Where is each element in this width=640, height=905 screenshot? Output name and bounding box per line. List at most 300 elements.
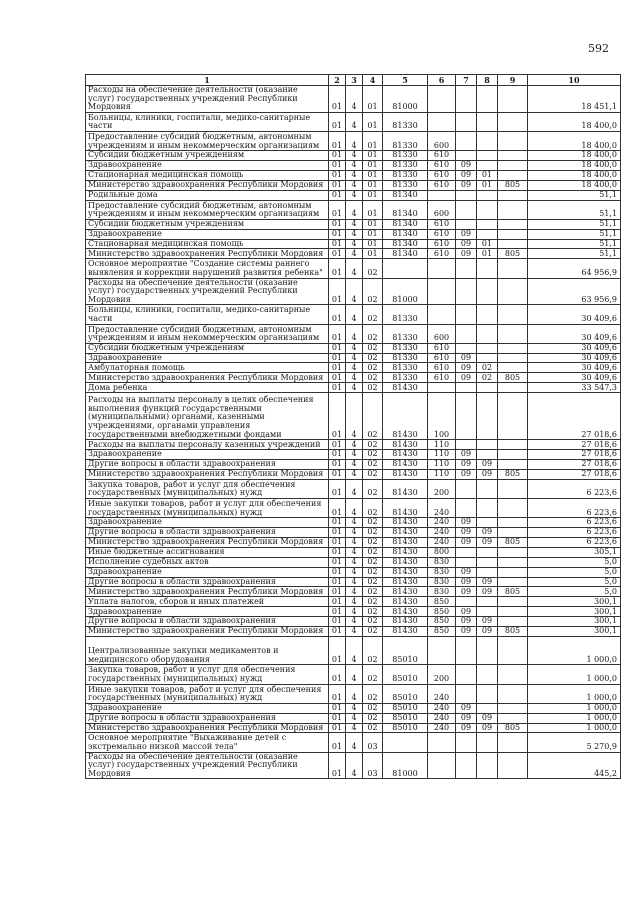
table-row bbox=[86, 547, 621, 557]
row-name-cell: Министерство здравоохранения Республики Мордовия bbox=[86, 469, 329, 479]
code-cell: 4 bbox=[346, 343, 363, 353]
code-cell: 81430 bbox=[383, 393, 428, 440]
code-cell: 01 bbox=[329, 259, 346, 278]
code-cell: 81430 bbox=[383, 577, 428, 587]
amount-cell: 27 018,6 bbox=[528, 440, 621, 450]
amount-cell: 63 956,9 bbox=[528, 278, 621, 305]
code-cell bbox=[477, 393, 498, 440]
code-cell: 4 bbox=[346, 180, 363, 190]
code-cell bbox=[477, 733, 498, 752]
code-cell: 01 bbox=[329, 353, 346, 363]
code-cell: 805 bbox=[498, 537, 528, 547]
code-cell bbox=[456, 86, 477, 113]
code-cell: 02 bbox=[477, 363, 498, 373]
row-name-cell: Министерство здравоохранения Республики Мордовия bbox=[86, 537, 329, 547]
code-cell bbox=[456, 278, 477, 305]
code-cell bbox=[498, 460, 528, 470]
table-row bbox=[86, 577, 621, 587]
code-cell: 02 bbox=[363, 607, 383, 617]
code-cell bbox=[498, 383, 528, 393]
code-cell: 09 bbox=[477, 460, 498, 470]
table-row bbox=[86, 343, 621, 353]
code-cell bbox=[498, 229, 528, 239]
code-cell: 4 bbox=[346, 112, 363, 131]
row-name-cell: Здравоохранение bbox=[86, 353, 329, 363]
code-cell bbox=[456, 665, 477, 684]
table-row bbox=[86, 617, 621, 627]
row-name-cell: Субсидии бюджетным учреждениям bbox=[86, 151, 329, 161]
code-cell: 830 bbox=[428, 557, 456, 567]
code-cell: 81330 bbox=[383, 180, 428, 190]
amount-cell: 18 400,0 bbox=[528, 112, 621, 131]
row-name-cell: Иные закупки товаров, работ и услуг для обеспечения государственных (муниципальных) нужд bbox=[86, 684, 329, 703]
code-cell: 81330 bbox=[383, 343, 428, 353]
table-row bbox=[86, 373, 621, 383]
code-cell bbox=[477, 229, 498, 239]
code-cell: 600 bbox=[428, 131, 456, 150]
code-cell bbox=[477, 86, 498, 113]
code-cell: 4 bbox=[346, 703, 363, 713]
row-name-cell: Иные бюджетные ассигнования bbox=[86, 547, 329, 557]
code-cell: 01 bbox=[363, 86, 383, 113]
row-name-cell: Стационарная медицинская помощь bbox=[86, 170, 329, 180]
amount-cell: 5,0 bbox=[528, 587, 621, 597]
amount-cell: 51,1 bbox=[528, 190, 621, 200]
code-cell bbox=[428, 190, 456, 200]
code-cell: 4 bbox=[346, 518, 363, 528]
table-row bbox=[86, 626, 621, 636]
code-cell: 01 bbox=[329, 518, 346, 528]
code-cell: 4 bbox=[346, 305, 363, 324]
code-cell: 4 bbox=[346, 278, 363, 305]
row-name-cell: Министерство здравоохранения Республики Мордовия bbox=[86, 587, 329, 597]
row-name-cell: Расходы на выплаты персоналу в целях обеспечения выполнения функций государственными (муниципальными) органами, казенными учреждениями, органами управления государственными внебюджетными фондами bbox=[86, 393, 329, 440]
amount-cell: 5 270,9 bbox=[528, 733, 621, 752]
code-cell: 09 bbox=[456, 161, 477, 171]
code-cell: 110 bbox=[428, 450, 456, 460]
amount-cell: 18 451,1 bbox=[528, 86, 621, 113]
code-cell: 4 bbox=[346, 239, 363, 249]
code-cell: 4 bbox=[346, 597, 363, 607]
code-cell: 81430 bbox=[383, 626, 428, 636]
amount-cell: 6 223,6 bbox=[528, 518, 621, 528]
code-cell: 01 bbox=[329, 219, 346, 229]
code-cell bbox=[477, 353, 498, 363]
code-cell: 09 bbox=[456, 626, 477, 636]
code-cell: 09 bbox=[477, 617, 498, 627]
code-cell: 81430 bbox=[383, 597, 428, 607]
code-cell bbox=[498, 617, 528, 627]
column-header: 6 bbox=[428, 75, 456, 86]
row-name-cell: Здравоохранение bbox=[86, 518, 329, 528]
code-cell: 4 bbox=[346, 567, 363, 577]
code-cell: 02 bbox=[363, 665, 383, 684]
code-cell: 02 bbox=[363, 324, 383, 343]
row-name-cell: Министерство здравоохранения Республики Мордовия bbox=[86, 626, 329, 636]
amount-cell: 33 547,3 bbox=[528, 383, 621, 393]
code-cell: 01 bbox=[329, 636, 346, 665]
code-cell bbox=[428, 259, 456, 278]
code-cell: 81340 bbox=[383, 249, 428, 259]
code-cell: 09 bbox=[456, 170, 477, 180]
code-cell: 09 bbox=[456, 577, 477, 587]
code-cell bbox=[456, 752, 477, 779]
code-cell: 200 bbox=[428, 665, 456, 684]
code-cell: 09 bbox=[477, 626, 498, 636]
table-row bbox=[86, 151, 621, 161]
code-cell bbox=[456, 219, 477, 229]
table-row bbox=[86, 587, 621, 597]
code-cell: 02 bbox=[477, 373, 498, 383]
code-cell bbox=[477, 665, 498, 684]
code-cell: 02 bbox=[363, 528, 383, 538]
code-cell bbox=[498, 190, 528, 200]
code-cell: 240 bbox=[428, 499, 456, 518]
code-cell: 4 bbox=[346, 259, 363, 278]
row-name-cell: Министерство здравоохранения Республики Мордовия bbox=[86, 180, 329, 190]
code-cell: 01 bbox=[329, 440, 346, 450]
table-header-row bbox=[86, 75, 621, 86]
code-cell bbox=[477, 518, 498, 528]
code-cell: 4 bbox=[346, 469, 363, 479]
code-cell bbox=[477, 450, 498, 460]
table-row bbox=[86, 305, 621, 324]
row-name-cell: Другие вопросы в области здравоохранения bbox=[86, 713, 329, 723]
column-header: 10 bbox=[528, 75, 621, 86]
code-cell: 4 bbox=[346, 665, 363, 684]
table-row bbox=[86, 393, 621, 440]
code-cell: 81340 bbox=[383, 200, 428, 219]
code-cell: 4 bbox=[346, 636, 363, 665]
row-name-cell: Другие вопросы в области здравоохранения bbox=[86, 460, 329, 470]
code-cell bbox=[498, 733, 528, 752]
code-cell: 81330 bbox=[383, 373, 428, 383]
code-cell bbox=[477, 383, 498, 393]
row-name-cell: Субсидии бюджетным учреждениям bbox=[86, 343, 329, 353]
amount-cell: 18 400,0 bbox=[528, 180, 621, 190]
code-cell bbox=[477, 440, 498, 450]
amount-cell: 30 409,6 bbox=[528, 324, 621, 343]
code-cell: 4 bbox=[346, 363, 363, 373]
code-cell: 4 bbox=[346, 547, 363, 557]
table-row bbox=[86, 665, 621, 684]
row-name-cell: Расходы на выплаты персоналу казенных учреждений bbox=[86, 440, 329, 450]
table-row bbox=[86, 518, 621, 528]
code-cell bbox=[498, 363, 528, 373]
amount-cell: 27 018,6 bbox=[528, 450, 621, 460]
code-cell: 850 bbox=[428, 607, 456, 617]
code-cell: 01 bbox=[363, 249, 383, 259]
code-cell: 4 bbox=[346, 383, 363, 393]
code-cell: 81330 bbox=[383, 363, 428, 373]
code-cell: 09 bbox=[456, 703, 477, 713]
code-cell: 81000 bbox=[383, 86, 428, 113]
table-row bbox=[86, 112, 621, 131]
code-cell: 02 bbox=[363, 259, 383, 278]
code-cell bbox=[456, 112, 477, 131]
row-name-cell: Предоставление субсидий бюджетным, автономным учреждениям и иным некоммерческим организациям bbox=[86, 324, 329, 343]
amount-cell: 300,1 bbox=[528, 607, 621, 617]
amount-cell: 30 409,6 bbox=[528, 343, 621, 353]
code-cell: 09 bbox=[477, 528, 498, 538]
code-cell: 09 bbox=[456, 450, 477, 460]
code-cell: 4 bbox=[346, 713, 363, 723]
table-row bbox=[86, 684, 621, 703]
code-cell bbox=[456, 383, 477, 393]
code-cell: 600 bbox=[428, 200, 456, 219]
code-cell: 02 bbox=[363, 557, 383, 567]
table-row bbox=[86, 249, 621, 259]
code-cell bbox=[477, 219, 498, 229]
code-cell: 02 bbox=[363, 383, 383, 393]
code-cell: 01 bbox=[329, 383, 346, 393]
code-cell: 01 bbox=[329, 528, 346, 538]
code-cell: 01 bbox=[329, 703, 346, 713]
code-cell: 81430 bbox=[383, 567, 428, 577]
code-cell bbox=[498, 393, 528, 440]
code-cell: 610 bbox=[428, 363, 456, 373]
code-cell: 01 bbox=[329, 499, 346, 518]
code-cell: 09 bbox=[477, 587, 498, 597]
code-cell: 4 bbox=[346, 577, 363, 587]
code-cell: 02 bbox=[363, 636, 383, 665]
code-cell bbox=[498, 131, 528, 150]
code-cell bbox=[477, 684, 498, 703]
code-cell bbox=[456, 733, 477, 752]
table-body bbox=[86, 86, 621, 779]
amount-cell: 445,2 bbox=[528, 752, 621, 779]
row-name-cell: Здравоохранение bbox=[86, 703, 329, 713]
code-cell: 4 bbox=[346, 170, 363, 180]
code-cell: 81000 bbox=[383, 278, 428, 305]
code-cell: 4 bbox=[346, 733, 363, 752]
code-cell: 81330 bbox=[383, 353, 428, 363]
code-cell bbox=[477, 161, 498, 171]
code-cell: 01 bbox=[329, 305, 346, 324]
column-header: 4 bbox=[363, 75, 383, 86]
row-name-cell: Иные закупки товаров, работ и услуг для обеспечения государственных (муниципальных) нужд bbox=[86, 499, 329, 518]
code-cell: 02 bbox=[363, 469, 383, 479]
code-cell: 81430 bbox=[383, 450, 428, 460]
code-cell: 01 bbox=[477, 170, 498, 180]
code-cell bbox=[456, 636, 477, 665]
code-cell: 85010 bbox=[383, 723, 428, 733]
amount-cell: 6 223,6 bbox=[528, 499, 621, 518]
amount-cell: 51,1 bbox=[528, 219, 621, 229]
code-cell: 81340 bbox=[383, 219, 428, 229]
code-cell bbox=[498, 547, 528, 557]
row-name-cell: Предоставление субсидий бюджетным, автономным учреждениям и иным некоммерческим организациям bbox=[86, 200, 329, 219]
amount-cell: 1 000,0 bbox=[528, 723, 621, 733]
code-cell bbox=[477, 752, 498, 779]
code-cell: 81430 bbox=[383, 383, 428, 393]
code-cell: 4 bbox=[346, 460, 363, 470]
code-cell: 4 bbox=[346, 353, 363, 363]
code-cell: 02 bbox=[363, 373, 383, 383]
code-cell bbox=[498, 636, 528, 665]
code-cell: 850 bbox=[428, 617, 456, 627]
code-cell: 830 bbox=[428, 587, 456, 597]
code-cell bbox=[383, 733, 428, 752]
code-cell bbox=[498, 219, 528, 229]
amount-cell: 305,1 bbox=[528, 547, 621, 557]
code-cell: 81430 bbox=[383, 528, 428, 538]
code-cell: 81430 bbox=[383, 518, 428, 528]
column-header: 5 bbox=[383, 75, 428, 86]
row-name-cell: Министерство здравоохранения Республики Мордовия bbox=[86, 249, 329, 259]
amount-cell: 27 018,6 bbox=[528, 469, 621, 479]
code-cell: 01 bbox=[477, 180, 498, 190]
code-cell bbox=[456, 190, 477, 200]
amount-cell: 5,0 bbox=[528, 567, 621, 577]
page-number: 592 bbox=[588, 42, 609, 55]
table-row bbox=[86, 131, 621, 150]
code-cell: 850 bbox=[428, 626, 456, 636]
code-cell: 02 bbox=[363, 723, 383, 733]
code-cell: 01 bbox=[329, 626, 346, 636]
code-cell: 01 bbox=[329, 229, 346, 239]
code-cell: 01 bbox=[329, 537, 346, 547]
code-cell bbox=[456, 684, 477, 703]
code-cell: 02 bbox=[363, 353, 383, 363]
code-cell: 4 bbox=[346, 684, 363, 703]
code-cell: 02 bbox=[363, 393, 383, 440]
code-cell: 240 bbox=[428, 713, 456, 723]
amount-cell: 5,0 bbox=[528, 577, 621, 587]
code-cell: 830 bbox=[428, 567, 456, 577]
code-cell: 01 bbox=[329, 577, 346, 587]
code-cell bbox=[477, 703, 498, 713]
code-cell: 805 bbox=[498, 469, 528, 479]
code-cell: 240 bbox=[428, 528, 456, 538]
code-cell: 09 bbox=[456, 180, 477, 190]
code-cell: 81430 bbox=[383, 440, 428, 450]
amount-cell: 5,0 bbox=[528, 557, 621, 567]
code-cell bbox=[456, 597, 477, 607]
amount-cell: 18 400,0 bbox=[528, 170, 621, 180]
code-cell bbox=[428, 86, 456, 113]
code-cell: 4 bbox=[346, 190, 363, 200]
code-cell: 09 bbox=[477, 537, 498, 547]
code-cell bbox=[477, 547, 498, 557]
code-cell: 81330 bbox=[383, 324, 428, 343]
column-header: 8 bbox=[477, 75, 498, 86]
code-cell: 85010 bbox=[383, 703, 428, 713]
code-cell: 01 bbox=[329, 607, 346, 617]
code-cell: 81430 bbox=[383, 460, 428, 470]
amount-cell: 6 223,6 bbox=[528, 537, 621, 547]
code-cell: 02 bbox=[363, 537, 383, 547]
table-row bbox=[86, 353, 621, 363]
code-cell: 01 bbox=[329, 752, 346, 779]
code-cell: 01 bbox=[329, 180, 346, 190]
code-cell: 02 bbox=[363, 617, 383, 627]
code-cell bbox=[498, 151, 528, 161]
code-cell bbox=[456, 343, 477, 353]
code-cell bbox=[498, 518, 528, 528]
row-name-cell: Расходы на обеспечение деятельности (оказание услуг) государственных учреждений Республики Мордовия bbox=[86, 752, 329, 779]
code-cell bbox=[498, 259, 528, 278]
code-cell: 01 bbox=[329, 373, 346, 383]
code-cell: 4 bbox=[346, 161, 363, 171]
code-cell bbox=[477, 151, 498, 161]
code-cell bbox=[498, 343, 528, 353]
code-cell: 85010 bbox=[383, 713, 428, 723]
code-cell: 4 bbox=[346, 373, 363, 383]
code-cell: 85010 bbox=[383, 684, 428, 703]
row-name-cell: Субсидии бюджетным учреждениям bbox=[86, 219, 329, 229]
code-cell bbox=[498, 305, 528, 324]
column-header: 9 bbox=[498, 75, 528, 86]
amount-cell: 300,1 bbox=[528, 626, 621, 636]
code-cell bbox=[428, 733, 456, 752]
code-cell: 09 bbox=[477, 713, 498, 723]
code-cell: 110 bbox=[428, 469, 456, 479]
code-cell bbox=[477, 636, 498, 665]
code-cell bbox=[477, 343, 498, 353]
amount-cell: 1 000,0 bbox=[528, 665, 621, 684]
code-cell: 01 bbox=[363, 190, 383, 200]
table-row bbox=[86, 161, 621, 171]
column-header: 1 bbox=[86, 75, 329, 86]
code-cell: 4 bbox=[346, 229, 363, 239]
amount-cell: 18 400,0 bbox=[528, 161, 621, 171]
code-cell: 01 bbox=[329, 733, 346, 752]
code-cell: 01 bbox=[329, 684, 346, 703]
code-cell: 02 bbox=[363, 577, 383, 587]
code-cell: 81340 bbox=[383, 229, 428, 239]
code-cell bbox=[456, 393, 477, 440]
code-cell bbox=[498, 752, 528, 779]
code-cell: 01 bbox=[329, 567, 346, 577]
code-cell: 09 bbox=[456, 713, 477, 723]
code-cell: 4 bbox=[346, 528, 363, 538]
table-row bbox=[86, 703, 621, 713]
code-cell bbox=[498, 239, 528, 249]
code-cell: 805 bbox=[498, 626, 528, 636]
code-cell: 4 bbox=[346, 537, 363, 547]
amount-cell: 27 018,6 bbox=[528, 393, 621, 440]
code-cell: 01 bbox=[363, 151, 383, 161]
code-cell: 4 bbox=[346, 587, 363, 597]
table-row bbox=[86, 190, 621, 200]
code-cell: 09 bbox=[456, 469, 477, 479]
code-cell: 110 bbox=[428, 460, 456, 470]
code-cell: 4 bbox=[346, 626, 363, 636]
code-cell: 03 bbox=[363, 752, 383, 779]
code-cell: 01 bbox=[363, 170, 383, 180]
code-cell bbox=[456, 547, 477, 557]
row-name-cell: Амбулаторная помощь bbox=[86, 363, 329, 373]
code-cell: 240 bbox=[428, 518, 456, 528]
code-cell: 81330 bbox=[383, 112, 428, 131]
code-cell: 01 bbox=[363, 180, 383, 190]
code-cell bbox=[456, 259, 477, 278]
code-cell bbox=[498, 567, 528, 577]
table-row bbox=[86, 597, 621, 607]
row-name-cell: Другие вопросы в области здравоохранения bbox=[86, 617, 329, 627]
amount-cell: 1 000,0 bbox=[528, 684, 621, 703]
row-name-cell: Основное мероприятие "Выхаживание детей с экстремально низкой массой тела" bbox=[86, 733, 329, 752]
code-cell bbox=[498, 112, 528, 131]
code-cell: 01 bbox=[329, 557, 346, 567]
row-name-cell: Другие вопросы в области здравоохранения bbox=[86, 577, 329, 587]
row-name-cell: Министерство здравоохранения Республики Мордовия bbox=[86, 723, 329, 733]
code-cell: 610 bbox=[428, 180, 456, 190]
amount-cell: 27 018,6 bbox=[528, 460, 621, 470]
code-cell: 02 bbox=[363, 479, 383, 498]
amount-cell: 51,1 bbox=[528, 229, 621, 239]
